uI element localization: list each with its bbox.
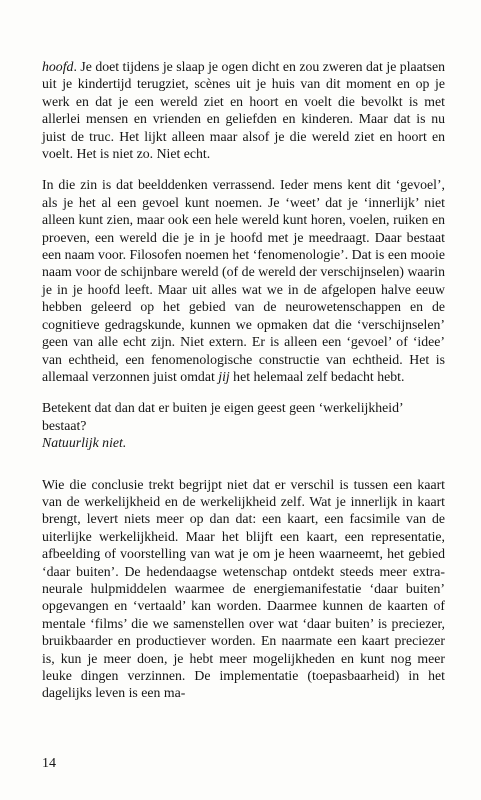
paragraph-beelddenken-end: het helemaal zelf bedacht hebt. xyxy=(229,368,405,384)
paragraph-map-territory-text: Wie die conclusie trekt begrijpt niet dat er verschil is tussen een kaart van de werkelijkheid en de werkelijkheid zelf. Wat je innerlijk in kaart brengt, levert niets meer op dan dat: een kaart, een facsimile van de uiterlijke werkelijkheid. Maar het blijft een kaart, een representatie, afbeelding of voorstelling van wat je om je heen waarneemt, het gebied ‘daar buiten’. De hedendaagse wetenschap ontdekt steeds meer extra-neurale hulpmiddelen waarmee de energiemanifestatie ‘daar buiten’ opgevangen en ‘vertaald’ kan worden. Daarmee kunnen de kaarten of mentale ‘films’ die we samenstellen over wat ‘daar buiten’ is preciezer, bruikbaarder en productiever worden. En naarmate een kaart preciezer is, kun je meer doen, je hebt meer mogelijkheden en kunt nog meer leuke dingen verzinnen. De implementatie (toepasbaarheid) in het dagelijks leven is een ma- xyxy=(42,476,445,701)
paragraph-dream-world-text: . Je doet tijdens je slaap je ogen dicht en zou zweren dat je plaatsen uit je kindertijd terugziet, scènes uit je huis van dit moment en op je werk en dat je een wereld ziet en hoort en voelt die bevolkt is met allerlei mensen en vrienden en geliefden en kinderen. Maar dat is nu juist de truc. Het lijkt alleen maar alsof je die wereld ziet en hoort en voelt. Het is niet zo. Niet echt. xyxy=(42,59,445,162)
italic-hoofd: hoofd xyxy=(42,59,74,74)
paragraph-beelddenken-text: In die zin is dat beelddenken verrassend. Ieder mens kent dit ‘gevoel’, als je het al een gevoel kunt noemen. Je ‘weet’ dat je ‘innerlijk’ niet alleen kunt zien, maar ook een hele wereld kunt horen, voelen, ruiken en proeven, een wereld die je in je hoofd met je meedraagt. Daar bestaat een naam voor. Filosofen noemen het ‘fenomenologie’. Dat is een mooie naam voor de schijnbare wereld (of de wereld der verschijnselen) waarin je in je hoofd leeft. Maar uit alles wat we in de afgelopen halve eeuw hebben geleerd op het gebied van de neurowetenschappen en de cognitieve gedragskunde, kunnen we opmaken dat die ‘verschijnselen’ geen van alle echt zijn. Niet extern. Er is alleen een ‘gevoel’ of ‘idee’ van echtheid, een fenomenologische constructie van echtheid. Het is allemaal verzonnen juist omdat xyxy=(42,177,445,384)
answer-paragraph xyxy=(42,434,445,451)
question-paragraph xyxy=(42,399,445,434)
paragraph-dream-world xyxy=(42,58,445,162)
paragraph-beelddenken xyxy=(42,176,445,385)
page-number: 14 xyxy=(42,756,56,771)
answer-italic: Natuurlijk niet. xyxy=(42,435,127,451)
italic-jij: jij xyxy=(218,368,230,384)
question-text: Betekent dat dan dat er buiten je eigen geest geen ‘werkelijkheid’ bestaat? xyxy=(42,400,403,433)
paragraph-map-territory xyxy=(42,476,445,702)
